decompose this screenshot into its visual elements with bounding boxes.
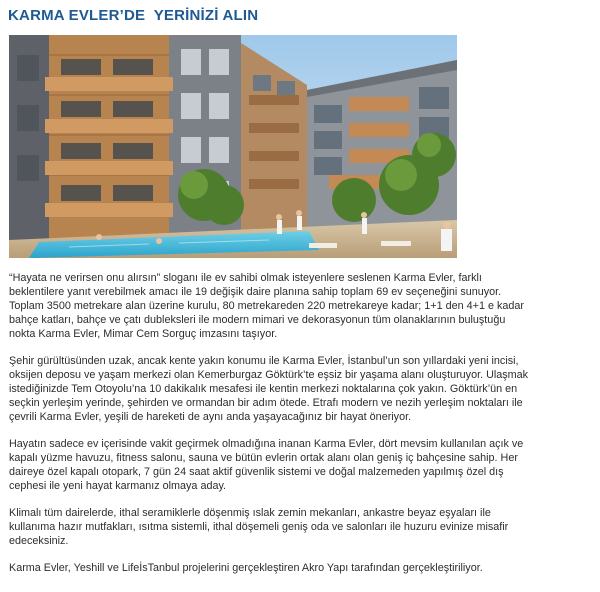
article-headline: KARMA EVLER’DE YERİNİZİ ALIN bbox=[8, 7, 259, 24]
article-paragraph: Hayatın sadece ev içerisinde vakit geçirmek olmadığına inanan Karma Evler, dört mevsim kullanılan açık ve kapalı yüzme havuzu, fitness salonu, sauna ve bütün evlerin ortak alanı olan geniş iç bahçesine sahip. Her daireye özel kapalı otopark, 7 gün 24 saat aktif güvenlik sistemi ve doğal malzemeden yapılmış özel dış cephesi ile yeni hayat karmanız olmaya aday. bbox=[9, 438, 524, 492]
hero-photo bbox=[9, 35, 457, 258]
article-paragraph: Karma Evler, Yeshill ve LifeİsTanbul projelerini gerçekleştiren Akro Yapı tarafından gerçekleştiriliyor. bbox=[9, 562, 483, 575]
article-paragraph: Klimalı tüm dairelerde, ithal seramiklerle döşenmiş ıslak zemin mekanları, ankastre beyaz eşyaları ile kullanıma hazır mutfakları, ısıtma sistemli, ithal döşemeli geniş oda ve salonları ile huzuru evinize misafir edeceksiniz. bbox=[9, 507, 509, 547]
article-paragraph: “Hayata ne verirsen onu alırsın” sloganı ile ev sahibi olmak isteyenlere seslenen Karma Evler, farklı beklentilere yanıt verebilmek amacı ile 19 değişik daire planına sahip toplam 69 ev seçeneğini sunuyor. Toplam 3500 metrekare alan üzerine kurulu, 80 metrekareden 220 metrekareye kadar; 1+1 den 4+1 e kadar bahçe katları, bahçe ve çatı dubleksleri ile modern mimari ve dekorasyonun tüm olanaklarının buluştuğu nokta Karma Evler, Mimar Cem Sorguç imzasını taşıyor. bbox=[9, 272, 524, 340]
article-paragraph: Şehir gürültüsünden uzak, ancak kente yakın konumu ile Karma Evler, İstanbul’un son yıllardaki yeni incisi, oksijen deposu ve yaşam merkezi olan Kemerburgaz Göktürk’te eşsiz bir yaşama alanı oluşturuyor. Ulaşmak istediğinizde Tem Otoyolu’na 10 dakikalık mesafesi ile kentin merkezi noktalarına çok yakın. Göktürk’ün en seçkin yerleşim yerinde, şehirden ve ormandan bir adım ötede. Etrafı modern ve nezih yerleşim noktaları ile çevrili Karma Evler, yeşili de hareketi de aynı anda yaşayacağınız bir hayat öneriyor. bbox=[9, 355, 529, 423]
article-body bbox=[9, 272, 534, 590]
